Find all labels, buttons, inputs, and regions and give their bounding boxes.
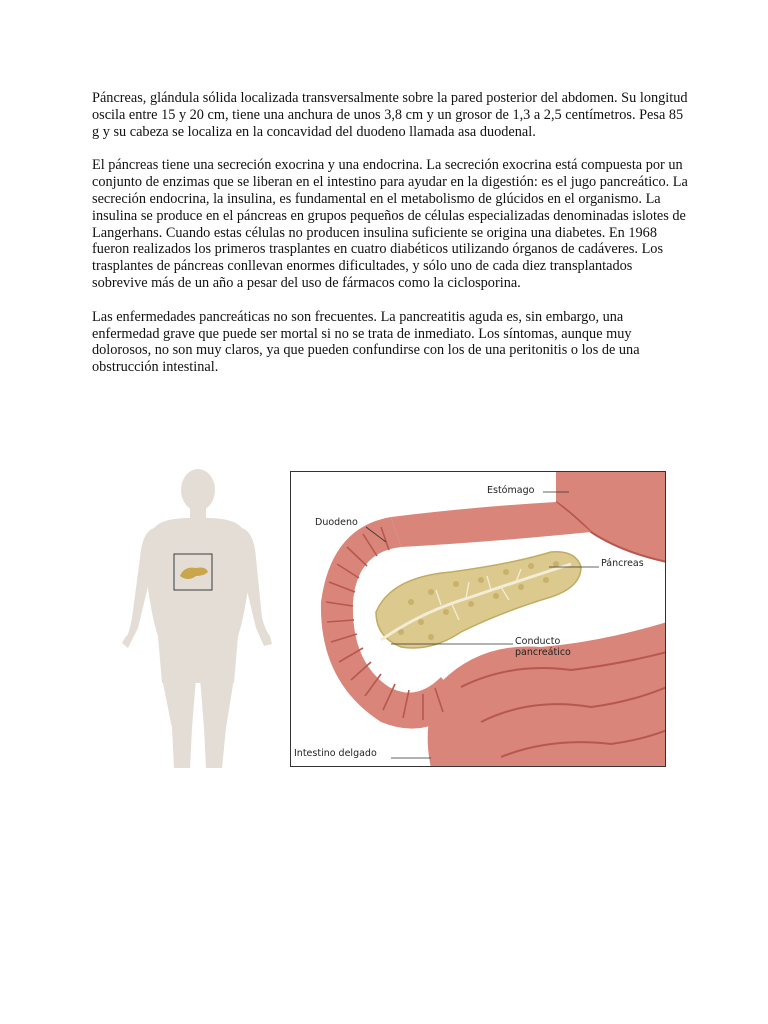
body-silhouette-figure	[92, 468, 286, 770]
article-text	[92, 90, 688, 393]
label-small-intestine: Intestino delgado	[294, 748, 377, 759]
paragraph-3: Las enfermedades pancreáticas no son frecuentes. La pancreatitis aguda es, sin embargo, una enfermedad grave que puede ser mortal si no se trata de inmediato. Los síntomas, aunque muy dolorosos, no son muy claros, ya que pueden confundirse con los de una peritonitis o los de una obstrucción intestinal.	[92, 308, 640, 376]
paragraph-1: Páncreas, glándula sólida localizada transversalmente sobre la pared posterior del abdomen. Su longitud oscila entre 15 y 20 cm, tiene una anchura de unos 3,8 cm y un grosor de 1,3 a 2,5 centímetros. Pesa 85 g y su cabeza se localiza en la concavidad del duodeno llamada asa duodenal.	[92, 90, 688, 140]
label-duct-line1: Conducto	[515, 636, 561, 647]
label-stomach: Estómago	[487, 485, 535, 496]
label-duct	[515, 636, 571, 658]
body-silhouette-illustration	[92, 468, 286, 770]
label-pancreas: Páncreas	[601, 558, 644, 569]
label-duodenum: Duodeno	[315, 517, 358, 528]
pancreas-diagram	[290, 471, 666, 767]
paragraph-2: El páncreas tiene una secreción exocrina y una endocrina. La secreción exocrina está compuesta por un conjunto de enzimas que se liberan en el intestino para ayudar en la digestión: es el jugo pancreático. La secreción endocrina, la insulina, es fundamental en el metabolismo de glúcidos en el organismo. La insulina se produce en el páncreas en grupos pequeños de células especializadas denominadas islotes de Langerhans. Cuando estas células no producen insulina suficiente se origina una diabetes. En 1968 fueron realizados los primeros trasplantes en cuatro diabéticos utilizando órganos de cadáveres. Los trasplantes de páncreas conllevan enormes dificultades, y sólo uno de cada diez transplantados sobrevive más de un año a pesar del uso de fármacos como la ciclosporina.	[92, 157, 688, 291]
label-duct-line2: pancreático	[515, 647, 571, 658]
